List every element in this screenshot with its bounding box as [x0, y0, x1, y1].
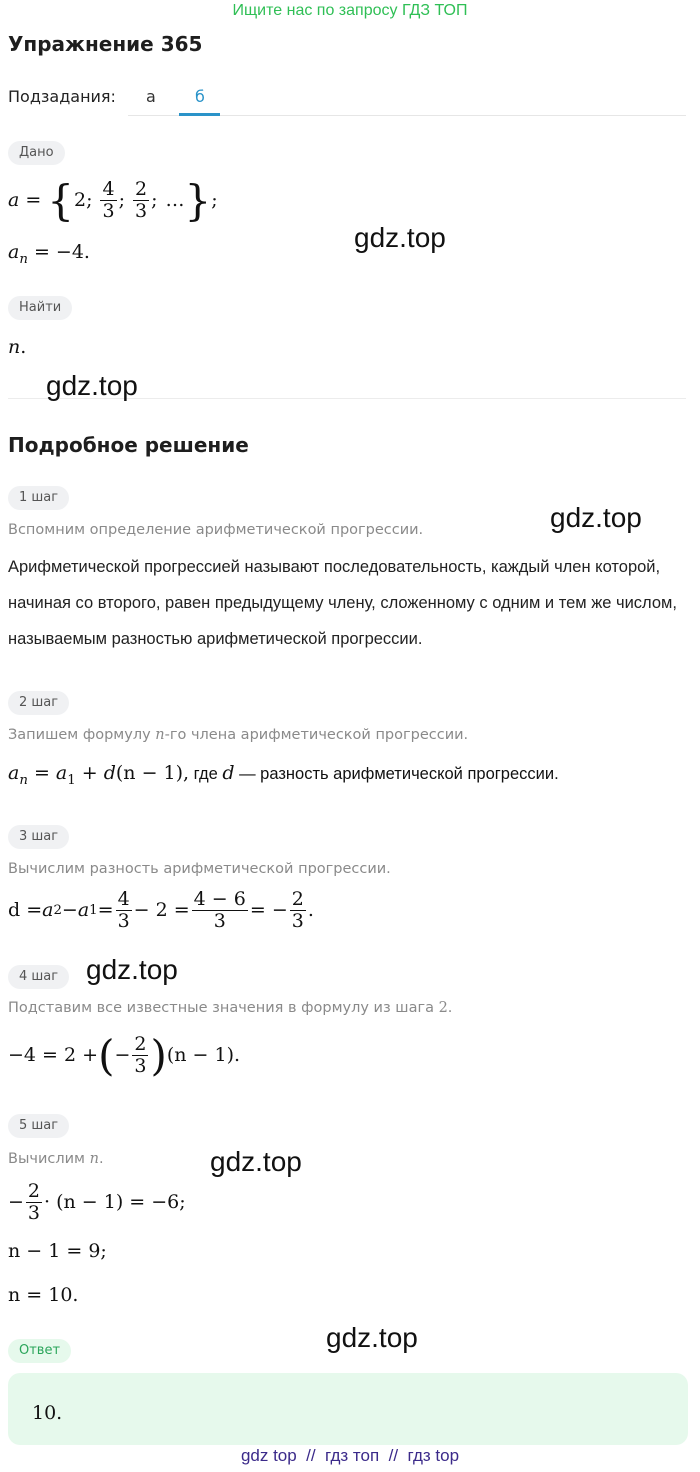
watermark: gdz.top	[210, 1146, 302, 1177]
step-3-formula: d = a 2 − a 1 = $\frac{4}{3}$ − 2 = $\frac{4 - 6}{3}$ = − $\frac{2}{3}$ .	[8, 887, 314, 932]
tab-subtask-b[interactable]: б	[195, 87, 205, 106]
given-pill: Дано	[8, 141, 65, 165]
tab-subtask-a[interactable]: а	[146, 87, 156, 106]
find-pill: Найти	[8, 296, 72, 320]
active-tab-indicator	[179, 113, 220, 116]
step-2-formula: $a_n = a_1 + d(n - 1)$, где d — разность арифметической прогрессии.	[8, 762, 559, 788]
step-4-pill: 4 шаг	[8, 965, 69, 989]
answer-box	[8, 1373, 688, 1445]
solution-title: Подробное решение	[8, 433, 249, 457]
step-5-pill: 5 шаг	[8, 1114, 69, 1138]
subtasks-label: Подзадания:	[8, 87, 116, 106]
step-4-formula: −4 = 2 + ( − $\frac{2}{3}$ ) (n − 1).	[8, 1030, 241, 1080]
watermark: gdz.top	[46, 370, 138, 401]
top-banner: Ищите нас по запросу ГДЗ ТОП	[232, 2, 468, 19]
step-5-line-3: n = 10.	[8, 1284, 79, 1306]
step-2-hint: Запишем формулу n-го члена арифметической прогрессии.	[8, 727, 469, 743]
step-2-pill: 2 шаг	[8, 691, 69, 715]
step-1-hint: Вспомним определение арифметической прогрессии.	[8, 522, 424, 538]
step-1-text: Арифметической прогрессией называют последовательность, каждый член которой, начиная со второго, равен предыдущему члену, сложенному с одним и тем же числом, называемым разностью арифметической прогрессии.	[8, 558, 677, 648]
given-sequence: a = { 2; $\frac{4}{3}$ ; $\frac{2}{3}$ ; … } ;	[8, 175, 218, 225]
step-1-pill: 1 шаг	[8, 486, 69, 510]
watermark: gdz.top	[326, 1322, 418, 1353]
step-5-hint: Вычислим n.	[8, 1151, 104, 1167]
watermark: gdz.top	[550, 502, 642, 533]
watermark: gdz.top	[354, 222, 446, 253]
exercise-title: Упражнение 365	[8, 32, 203, 56]
step-5-line-1: − $\frac{2}{3}$ · (n − 1) = −6;	[8, 1179, 186, 1224]
footer-links: gdz top // гдз топ // гдз top	[240, 1446, 460, 1465]
watermark: gdz.top	[86, 954, 178, 985]
step-3-pill: 3 шаг	[8, 825, 69, 849]
step-5-line-2: n − 1 = 9;	[8, 1240, 107, 1262]
find-value: n.	[8, 336, 27, 358]
answer-pill: Ответ	[8, 1339, 71, 1363]
given-an: $a_n = -4$.	[8, 241, 90, 267]
step-4-hint: Подставим все известные значения в формулу из шага 2.	[8, 1000, 453, 1016]
answer-value: 10.	[32, 1402, 63, 1424]
step-3-hint: Вычислим разность арифметической прогрессии.	[8, 861, 391, 877]
